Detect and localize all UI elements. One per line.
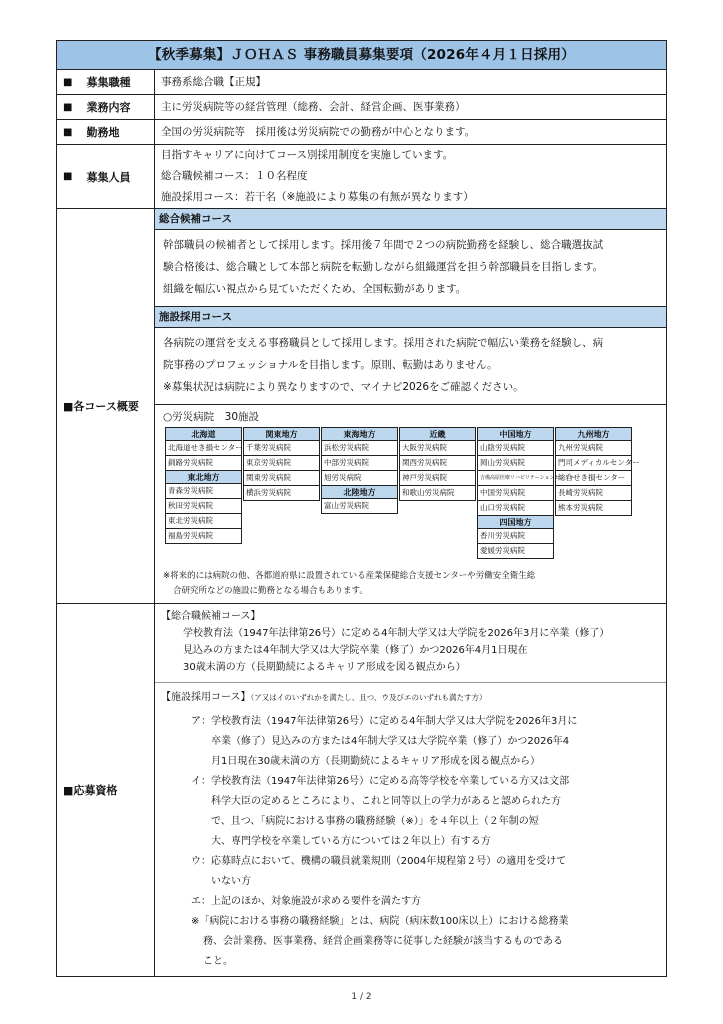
headcount-line: 施設採用コース：若干名（※施設により募集の有無が異なります） bbox=[161, 191, 474, 203]
qual-item-line: 科学大臣の定めるところにより、これと同等以上の学力があると認められた方 bbox=[211, 796, 561, 807]
hospital-cell: 関西労災病院 bbox=[399, 455, 476, 471]
facility-qual-heading bbox=[161, 689, 660, 706]
hospital-cell: 横浜労災病院 bbox=[243, 485, 320, 501]
label-duties bbox=[57, 95, 155, 119]
general-course-text bbox=[155, 230, 666, 306]
label-qualifications: ■応募資格 bbox=[57, 604, 155, 976]
value-duties: 主に労災病院等の経営管理（総務、会計、経営企画、医事業務） bbox=[161, 101, 466, 113]
paragraph-line: ※募集状況は病院により異なりますので、マイナビ2026をご確認ください。 bbox=[163, 381, 524, 393]
hospital-cell: 関東労災病院 bbox=[243, 470, 320, 486]
region-header: 四国地方 bbox=[477, 515, 554, 529]
hospital-cell: 千葉労災病院 bbox=[243, 440, 320, 456]
document-title: 【秋季募集】ＪＯＨＡＳ 事務職員募集要項（2026年４月１日採用） bbox=[57, 41, 666, 70]
row-marker: ■ bbox=[63, 101, 73, 113]
headcount-line: 総合職候補コース：１０名程度 bbox=[161, 170, 308, 182]
facility-qual-items bbox=[161, 712, 660, 912]
hospital-cell: 熊本労災病院 bbox=[555, 500, 632, 516]
hospital-cell: 秋田労災病院 bbox=[165, 498, 242, 514]
hospital-cell: 長崎労災病院 bbox=[555, 485, 632, 501]
qual-footnote-line: ※「病院における事務の職務経験」とは、病院（病床数100床以上）における総務業 bbox=[191, 916, 569, 927]
hospital-cell: 福島労災病院 bbox=[165, 528, 242, 544]
hospital-cell: 東北労災病院 bbox=[165, 513, 242, 529]
hospital-cell: 東京労災病院 bbox=[243, 455, 320, 471]
note-line: 合研究所などの施設に勤務となる場合もあります。 bbox=[173, 586, 368, 596]
region-header: 近畿 bbox=[399, 427, 476, 441]
row-headcount bbox=[57, 145, 666, 209]
qual-item-line: ウ：応募時点において、機構の職員就業規則（2004年規程第２号）の適用を受けて bbox=[191, 856, 567, 867]
label-courses: ■各コース概要 bbox=[57, 209, 155, 603]
qual-item-line: 卒業（修了）見込みの方または4年制大学又は大学院卒業（修了）かつ2026年4 bbox=[211, 736, 570, 747]
hospital-cell: 富山労災病院 bbox=[321, 498, 398, 514]
row-duties bbox=[57, 95, 666, 120]
label-text: 募集人員 bbox=[86, 170, 131, 184]
qual-item-line: で、且つ、「病院における事務の職務経験（※）」を４年以上（２年制の短 bbox=[211, 816, 539, 827]
facility-course-heading: 施設採用コース bbox=[155, 306, 666, 328]
row-marker: ■ bbox=[63, 76, 73, 88]
region-header: 九州地方 bbox=[555, 427, 632, 441]
label-job bbox=[57, 70, 155, 94]
qual-item-line: ア：学校教育法（1947年法律第26号）に定める4年制大学又は大学院を2026年3月に bbox=[191, 716, 578, 727]
note-line: ※将来的には病院の他、各都道府県に設置されている産業保健総合支援センターや労働安全衛生総 bbox=[163, 571, 536, 581]
facilities-section bbox=[155, 404, 666, 603]
region-header: 北海道 bbox=[165, 427, 242, 441]
facility-column bbox=[321, 428, 398, 559]
row-marker: ■ bbox=[63, 171, 73, 182]
label-text: 募集職種 bbox=[86, 76, 131, 89]
hospital-cell: 大阪労災病院 bbox=[399, 440, 476, 456]
region-header: 関東地方 bbox=[243, 427, 320, 441]
hospital-cell: 総合せき損センター bbox=[555, 470, 632, 486]
hospital-cell: 釧路労災病院 bbox=[165, 455, 242, 471]
general-qual-line: 見込みの方または4年制大学又は大学院卒業（修了）かつ2026年4月1日現在 bbox=[183, 645, 528, 656]
paragraph-line: 院事務のプロフェッショナルを目指します。原則、転勤はありません。 bbox=[163, 359, 498, 371]
hospital-cell: 和歌山労災病院 bbox=[399, 485, 476, 501]
section-divider bbox=[155, 682, 666, 683]
row-courses bbox=[57, 209, 666, 604]
hospital-cell: 神戸労災病院 bbox=[399, 470, 476, 486]
headcount-line: 目指すキャリアに向けてコース別採用制度を実施しています。 bbox=[161, 149, 454, 161]
hospital-cell: 愛媛労災病院 bbox=[477, 543, 554, 559]
label-text: 業務内容 bbox=[86, 101, 131, 114]
hospital-cell: 岡山労災病院 bbox=[477, 455, 554, 471]
region-header: 北陸地方 bbox=[321, 485, 398, 499]
region-header: 中国地方 bbox=[477, 427, 554, 441]
facilities-intro: ○労災病院 30施設 bbox=[163, 411, 260, 423]
facility-column bbox=[165, 428, 242, 559]
hospital-cell: 青森労災病院 bbox=[165, 483, 242, 499]
paragraph-line: 各病院の運営を支える事務職員として採用します。採用された病院で幅広い業務を経験し、病 bbox=[163, 337, 604, 349]
general-course-heading: 総合候補コース bbox=[155, 209, 666, 230]
hospital-cell: 北海道せき損センター bbox=[165, 440, 242, 456]
qual-item-line: 月1日現在30歳未満の方（長期勤続によるキャリア形成を図る観点から） bbox=[211, 756, 541, 767]
hospital-cell: 浜松労災病院 bbox=[321, 440, 398, 456]
value-headcount bbox=[155, 145, 666, 208]
qualifications-content bbox=[155, 604, 666, 976]
value-job: 事務系総合職【正規】 bbox=[161, 76, 266, 88]
paragraph-line: 験合格後は、総合職として本部と病院を転勤しながら組織運営を担う幹部職員を目指します。 bbox=[163, 261, 604, 273]
qual-item-line: 大、専門学校を卒業している方については２年以上）有する方 bbox=[211, 836, 491, 847]
hospital-cell: 門司メディカルセンター bbox=[555, 455, 632, 471]
region-header: 東海地方 bbox=[321, 427, 398, 441]
label-text: 勤務地 bbox=[86, 126, 120, 139]
value-location: 全国の労災病院等 採用後は労災病院での勤務が中心となります。 bbox=[161, 126, 476, 138]
hospital-cell: 山口労災病院 bbox=[477, 500, 554, 516]
facility-column bbox=[555, 428, 640, 559]
facility-course-text bbox=[155, 328, 666, 404]
facility-column bbox=[399, 428, 476, 559]
hospital-cell: 山陰労災病院 bbox=[477, 440, 554, 456]
row-location bbox=[57, 120, 666, 145]
region-header: 東北地方 bbox=[165, 470, 242, 484]
general-qual-heading: 【総合職候補コース】 bbox=[161, 611, 261, 622]
row-qualifications bbox=[57, 604, 666, 976]
paragraph-line: 組織を幅広い視点から見ていただくため、全国転勤があります。 bbox=[163, 283, 467, 295]
facility-qual-heading-note: （ア又はイのいずれかを満たし、且つ、ウ及びエのいずれも満たす方） bbox=[250, 693, 487, 702]
qual-footnote-line: こと。 bbox=[203, 956, 233, 967]
qual-item-line: いない方 bbox=[211, 876, 251, 887]
facilities-note bbox=[163, 569, 660, 599]
facility-column bbox=[243, 428, 320, 559]
hospital-cell: 中部労災病院 bbox=[321, 455, 398, 471]
facility-grid bbox=[165, 428, 660, 559]
general-qual-line: 30歳未満の方（長期勤続によるキャリア形成を図る観点から） bbox=[183, 662, 466, 673]
label-headcount bbox=[57, 145, 155, 208]
facility-qual-heading-text: 【施設採用コース】 bbox=[161, 692, 251, 703]
qual-footnote-line: 務、会計業務、医事業務、経営企画業務等に従事した経験が該当するものである bbox=[203, 936, 563, 947]
general-qual-line: 学校教育法（1947年法律第26号）に定める4年制大学又は大学院を2026年3月に卒業（修了） bbox=[183, 628, 610, 639]
page-number: 1 / 2 bbox=[351, 992, 372, 1002]
hospital-cell: 九州労災病院 bbox=[555, 440, 632, 456]
facility-column bbox=[477, 428, 575, 559]
qual-item-line: エ：上記のほか、対象施設が求める要件を満たす方 bbox=[191, 896, 421, 907]
label-location bbox=[57, 120, 155, 144]
hospital-cell: 中国労災病院 bbox=[477, 485, 554, 501]
recruitment-document bbox=[56, 40, 667, 977]
hospital-cell: 吉備高原医療リハビリテーションセンター bbox=[477, 470, 554, 486]
row-marker: ■ bbox=[63, 126, 73, 138]
qual-item-line: イ：学校教育法（1947年法律第26号）に定める高等学校を卒業している方又は文部 bbox=[191, 776, 570, 787]
hospital-cell: 旭労災病院 bbox=[321, 470, 398, 486]
paragraph-line: 幹部職員の候補者として採用します。採用後７年間で２つの病院勤務を経験し、総合職選抜試 bbox=[163, 239, 604, 251]
hospital-cell: 香川労災病院 bbox=[477, 528, 554, 544]
courses-content bbox=[155, 209, 666, 603]
row-job bbox=[57, 70, 666, 95]
